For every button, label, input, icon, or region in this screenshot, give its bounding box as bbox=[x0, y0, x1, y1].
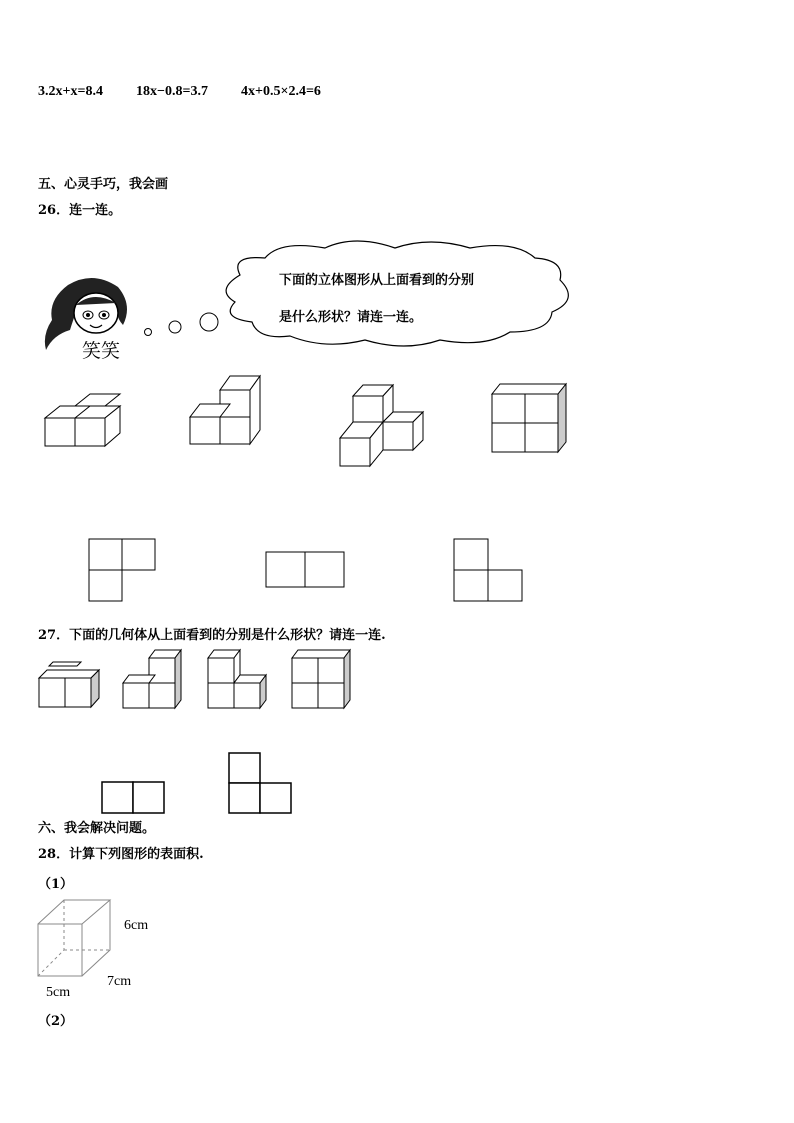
thought-bubble bbox=[140, 240, 600, 360]
q27-solid-3 bbox=[206, 648, 272, 710]
q27-view-1 bbox=[101, 781, 167, 815]
section-5-title: 五、心灵手巧，我会画 bbox=[38, 177, 169, 192]
q26-view-3 bbox=[453, 538, 525, 602]
q26-solid-3 bbox=[338, 382, 438, 477]
bubble-text-line-1: 下面的立体图形从上面看到的分别 bbox=[279, 273, 475, 288]
q26-solid-4 bbox=[490, 382, 580, 462]
question-26-label: 26．连一连。 bbox=[38, 203, 122, 218]
character-name: 笑笑 bbox=[82, 340, 121, 362]
question-28-label: 28．计算下列图形的表面积. bbox=[38, 847, 204, 862]
dimension-width: 7cm bbox=[107, 974, 132, 989]
dimension-height: 6cm bbox=[124, 918, 149, 933]
q26-solid-1 bbox=[40, 388, 140, 458]
dimension-depth: 5cm bbox=[46, 985, 71, 1000]
equation-1: 3.2x+x=8.4 bbox=[38, 84, 103, 99]
bubble-text-line-2: 是什么形状？请连一连。 bbox=[279, 310, 423, 325]
q26-view-1 bbox=[88, 538, 158, 602]
q26-view-2 bbox=[265, 551, 347, 589]
q27-solid-4 bbox=[290, 648, 356, 710]
question-27-label: 27．下面的几何体从上面看到的分别是什么形状？请连一连. bbox=[38, 628, 386, 643]
q27-solid-2 bbox=[121, 648, 185, 710]
section-6-title: 六、我会解决问题。 bbox=[38, 821, 156, 836]
equation-2: 18x−0.8=3.7 bbox=[136, 84, 208, 99]
question-28-part-2: （2） bbox=[38, 1014, 74, 1029]
equation-3: 4x+0.5×2.4=6 bbox=[241, 84, 321, 99]
q26-solid-2 bbox=[188, 372, 278, 452]
question-28-part-1: （1） bbox=[38, 877, 74, 892]
q27-solid-1 bbox=[37, 662, 103, 710]
q27-view-2 bbox=[228, 752, 294, 814]
